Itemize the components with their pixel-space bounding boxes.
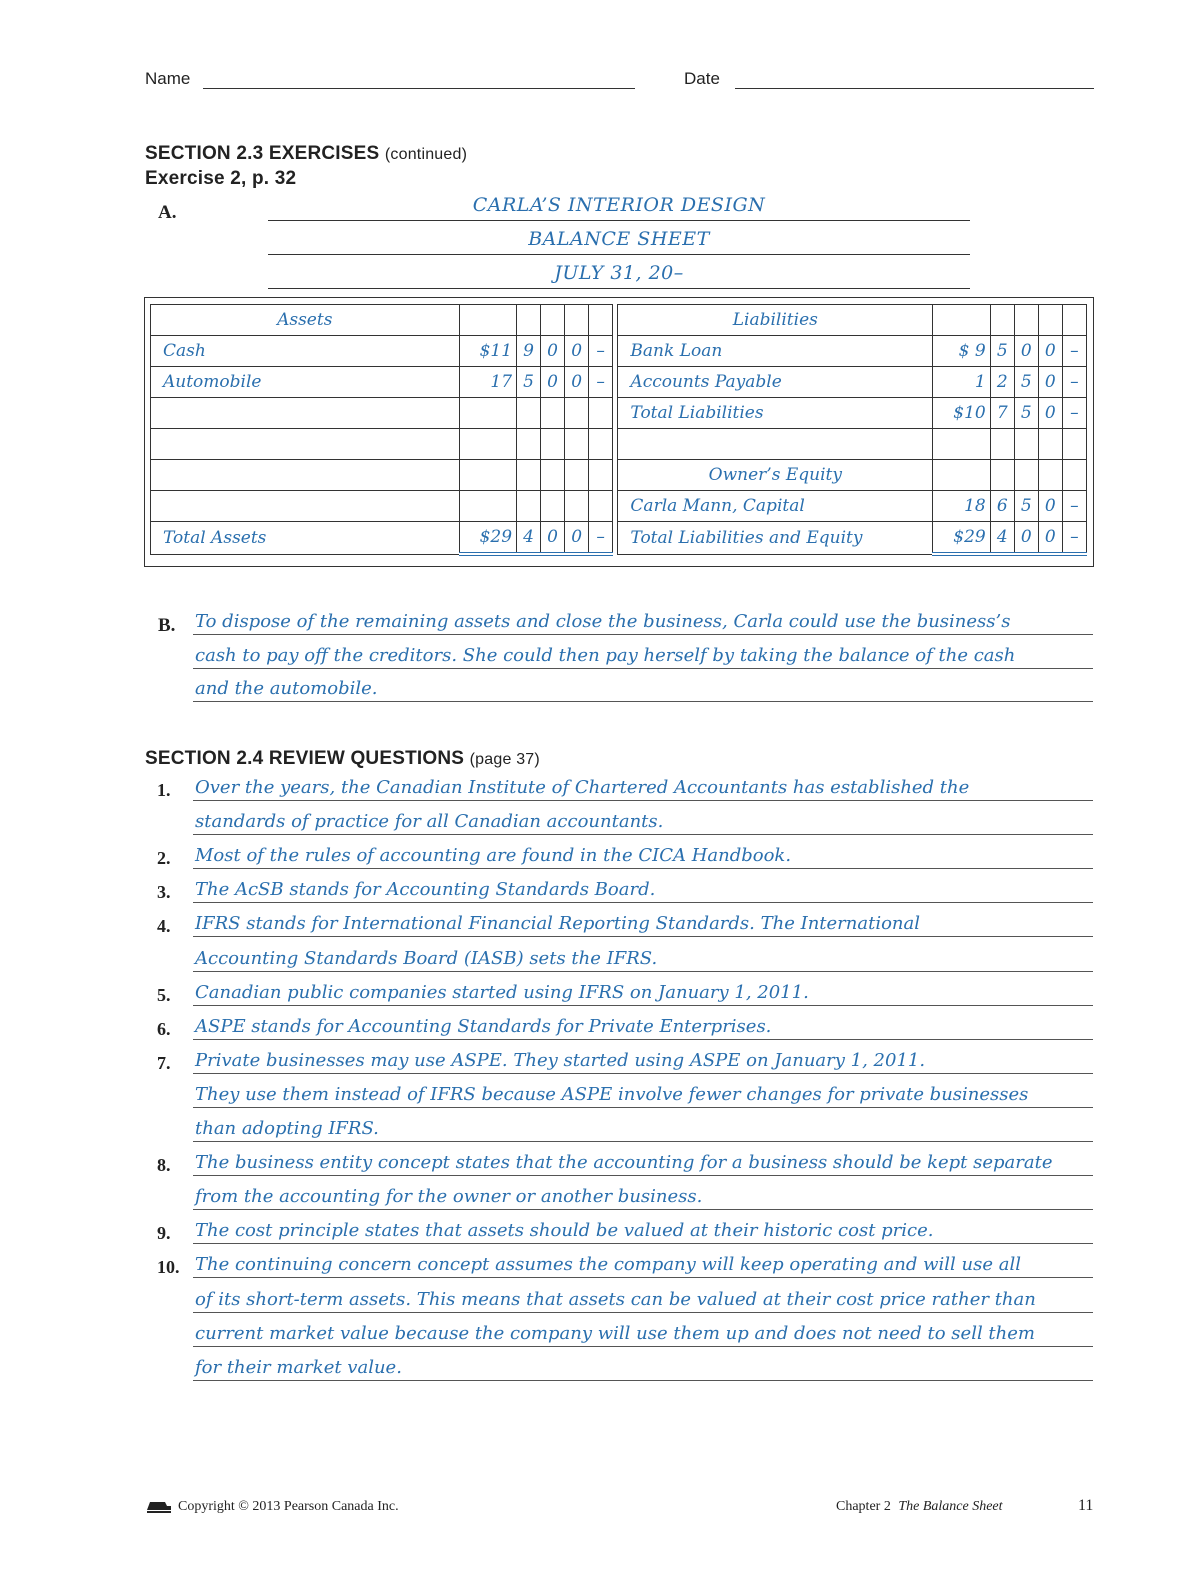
question-number: 5. [157,984,171,1005]
section-2-4-title: SECTION 2.4 REVIEW QUESTIONS [145,748,465,769]
liability-amount-digit [1062,460,1086,491]
asset-amount-digit: – [589,367,613,398]
asset-label: Cash [151,336,460,367]
asset-label [151,491,460,522]
table-row [151,491,1087,522]
liability-amount-digit [1014,460,1038,491]
answer-text: The cost principle states that assets should be valued at their historic cost price. [195,1220,934,1242]
liability-amount-digit [1038,429,1062,460]
asset-amount-digit [541,491,565,522]
answer-text: IFRS stands for International Financial Reporting Standards. The International [195,913,921,935]
company-name-line [268,186,970,221]
asset-amount-digit [565,460,589,491]
answer-line [193,1209,1093,1244]
footer-logo [145,1498,173,1519]
asset-amount-digit: 17 [459,367,517,398]
asset-amount-digit: 0 [541,336,565,367]
asset-label: Automobile [151,367,460,398]
asset-amount-digit: 0 [565,336,589,367]
asset-amount-digit [517,398,541,429]
asset-amount-digit [565,398,589,429]
liability-amount-digit: – [1062,398,1086,429]
liability-amount-digit [990,429,1014,460]
statement-date-line [268,254,970,289]
footer-chapter-number: Chapter 2 [836,1499,891,1514]
liability-amount-digit: – [1062,491,1086,522]
statement-name-line [268,220,970,255]
asset-label [151,398,460,429]
liability-amount-digit: – [1062,522,1086,555]
answer-text: ASPE stands for Accounting Standards for Private Enterprises. [195,1015,772,1037]
answer-line [193,1107,1093,1142]
asset-amount-digit [459,398,517,429]
liability-amount-digit: 0 [1038,336,1062,367]
question-number: 8. [157,1155,171,1176]
asset-amount-digit [565,429,589,460]
section-2-4-page-ref: (page 37) [469,751,540,768]
footer-copyright: Copyright © 2013 Pearson Canada Inc. [178,1499,399,1514]
answer-text: The continuing concern concept assumes the company will keep operating and will use all [195,1254,1021,1276]
asset-amount-digit [589,398,613,429]
liability-amount-digit [1014,429,1038,460]
answer-text: current market value because the company will use them up and does not need to sell them [195,1322,1035,1344]
liability-amount-digit [1062,429,1086,460]
asset-amount-digit: 0 [541,367,565,398]
asset-amount-digit [517,460,541,491]
asset-amount-digit: 0 [565,522,589,555]
answer-text: Canadian public companies started using IFRS on January 1, 2011. [195,981,809,1003]
liability-amount-digit: 4 [990,522,1014,555]
liability-label [618,429,933,460]
pearson-logo-icon [145,1498,173,1514]
liability-amount-digit: 0 [1014,336,1038,367]
footer-page-number: 11 [1078,1497,1094,1514]
asset-amount-digit [459,460,517,491]
liability-amount-digit [933,460,991,491]
answer-text: The business entity concept states that the accounting for a business should be kept separate [195,1152,1053,1174]
liability-amount-digit: 5 [1014,367,1038,398]
liability-amount-digit: $10 [933,398,991,429]
answer-line [193,971,1093,1006]
date-field[interactable] [735,88,1094,89]
question-number: 9. [157,1223,171,1244]
asset-amount-digit: 9 [517,336,541,367]
asset-label [151,429,460,460]
statement-name: BALANCE SHEET [528,228,710,250]
date-label: Date [684,69,720,88]
question-number: 1. [157,780,171,800]
answer-text: They use them instead of IFRS because ASPE involve fewer changes for private businesses [195,1083,1029,1105]
asset-amount-digit [541,398,565,429]
liability-label: Owner’s Equity [618,460,933,491]
part-b-label: B. [158,615,176,636]
name-label: Name [145,69,191,88]
liability-amount-digit: 0 [1038,522,1062,555]
answer-text: standards of practice for all Canadian accountants. [195,811,664,833]
asset-amount-digit: 5 [517,367,541,398]
answer-text: of its short-term assets. This means that assets can be valued at their cost price rather than [195,1288,1036,1310]
liability-label: Carla Mann, Capital [618,491,933,522]
answer-line [193,800,1093,835]
asset-amount-digit [459,491,517,522]
asset-amount-digit: – [589,336,613,367]
table-header-row [151,305,1087,336]
answer-text: than adopting IFRS. [195,1118,379,1139]
table-row [151,367,1087,398]
part-b-line [193,634,1093,669]
liability-amount-digit: 5 [1014,491,1038,522]
question-number: 2. [157,848,171,869]
asset-amount-digit [565,491,589,522]
name-field[interactable] [203,88,635,89]
liability-amount-digit: 18 [933,491,991,522]
table-row [151,429,1087,460]
asset-amount-digit [459,429,517,460]
liability-amount-digit: 7 [990,398,1014,429]
liability-amount-digit: 5 [1014,398,1038,429]
answer-line [193,766,1093,801]
question-number: 3. [157,882,171,903]
asset-amount-digit: 4 [517,522,541,555]
asset-amount-digit [589,429,613,460]
answer-text: for their market value. [195,1356,402,1378]
liability-amount-digit: – [1062,336,1086,367]
assets-header: Assets [151,305,460,336]
answer-line [193,937,1093,972]
liability-amount-digit [990,460,1014,491]
answer-line [193,1141,1093,1176]
liability-amount-digit: 0 [1038,398,1062,429]
statement-date: JULY 31, 20– [554,262,684,284]
table-row [151,336,1087,367]
question-number: 6. [157,1018,171,1039]
answer-line [193,902,1093,937]
liability-amount-digit: – [1062,367,1086,398]
asset-label: Total Assets [151,522,460,555]
balance-sheet-table [150,304,1087,556]
answer-text: The AcSB stands for Accounting Standards Board. [195,879,656,901]
table-row [151,460,1087,491]
section-2-3-title: SECTION 2.3 EXERCISES [145,143,380,164]
answer-line [193,1005,1093,1040]
liabilities-header: Liabilities [618,305,933,336]
answer-text: Most of the rules of accounting are found in the CICA Handbook. [195,845,792,867]
question-number: 4. [157,916,171,937]
footer-chapter [836,1499,1003,1515]
company-name: CARLA’S INTERIOR DESIGN [472,194,766,216]
answer-line [193,1073,1093,1108]
part-b-line [193,600,1093,635]
asset-amount-digit: 0 [565,367,589,398]
liability-amount-digit [933,429,991,460]
table-row [151,522,1087,555]
part-b-text: and the automobile. [195,678,378,699]
asset-amount-digit: $29 [459,522,517,555]
part-b-text: To dispose of the remaining assets and close the business, Carla could use the business’s [195,611,1011,632]
answer-line [193,1039,1093,1074]
answer-text: Private businesses may use ASPE. They started using ASPE on January 1, 2011. [195,1049,926,1071]
asset-label [151,460,460,491]
liability-amount-digit: 0 [1014,522,1038,555]
asset-amount-digit [589,491,613,522]
asset-amount-digit [517,491,541,522]
section-2-3-continued: (continued) [384,146,468,163]
liability-amount-digit: 0 [1038,491,1062,522]
liability-amount-digit: 6 [990,491,1014,522]
answer-line [193,1175,1093,1210]
part-a-label: A. [158,202,177,223]
answer-line [193,1312,1093,1347]
liability-label: Accounts Payable [618,367,933,398]
asset-amount-digit: – [589,522,613,555]
part-b-line [193,667,1093,702]
liability-amount-digit: 5 [990,336,1014,367]
question-number: 10. [157,1257,180,1278]
asset-amount-digit: $11 [459,336,517,367]
answer-text: from the accounting for the owner or another business. [195,1186,703,1208]
asset-amount-digit [517,429,541,460]
footer-chapter-title: The Balance Sheet [898,1499,1003,1514]
part-b-text: cash to pay off the creditors. She could then pay herself by taking the balance of the cash [195,645,1016,666]
liability-label: Total Liabilities and Equity [618,522,933,555]
section-2-3-heading [145,143,467,165]
question-number: 7. [157,1052,171,1073]
answer-line [193,1278,1093,1313]
exercise-label: Exercise 2, p. 32 [145,168,297,189]
liability-amount-digit: 0 [1038,367,1062,398]
liability-label: Bank Loan [618,336,933,367]
answer-text: Over the years, the Canadian Institute of Chartered Accountants has established the [195,777,970,798]
answer-line [193,834,1093,869]
liability-amount-digit: $29 [933,522,991,555]
answer-line [193,1243,1093,1278]
liability-amount-digit: 1 [933,367,991,398]
answer-line [193,1346,1093,1381]
asset-amount-digit [589,460,613,491]
asset-amount-digit [541,460,565,491]
table-row [151,398,1087,429]
liability-amount-digit: 2 [990,367,1014,398]
liability-label: Total Liabilities [618,398,933,429]
asset-amount-digit [541,429,565,460]
answer-text: Accounting Standards Board (IASB) sets the IFRS. [195,947,658,969]
asset-amount-digit: 0 [541,522,565,555]
answer-line [193,868,1093,903]
liability-amount-digit: $ 9 [933,336,991,367]
liability-amount-digit [1038,460,1062,491]
